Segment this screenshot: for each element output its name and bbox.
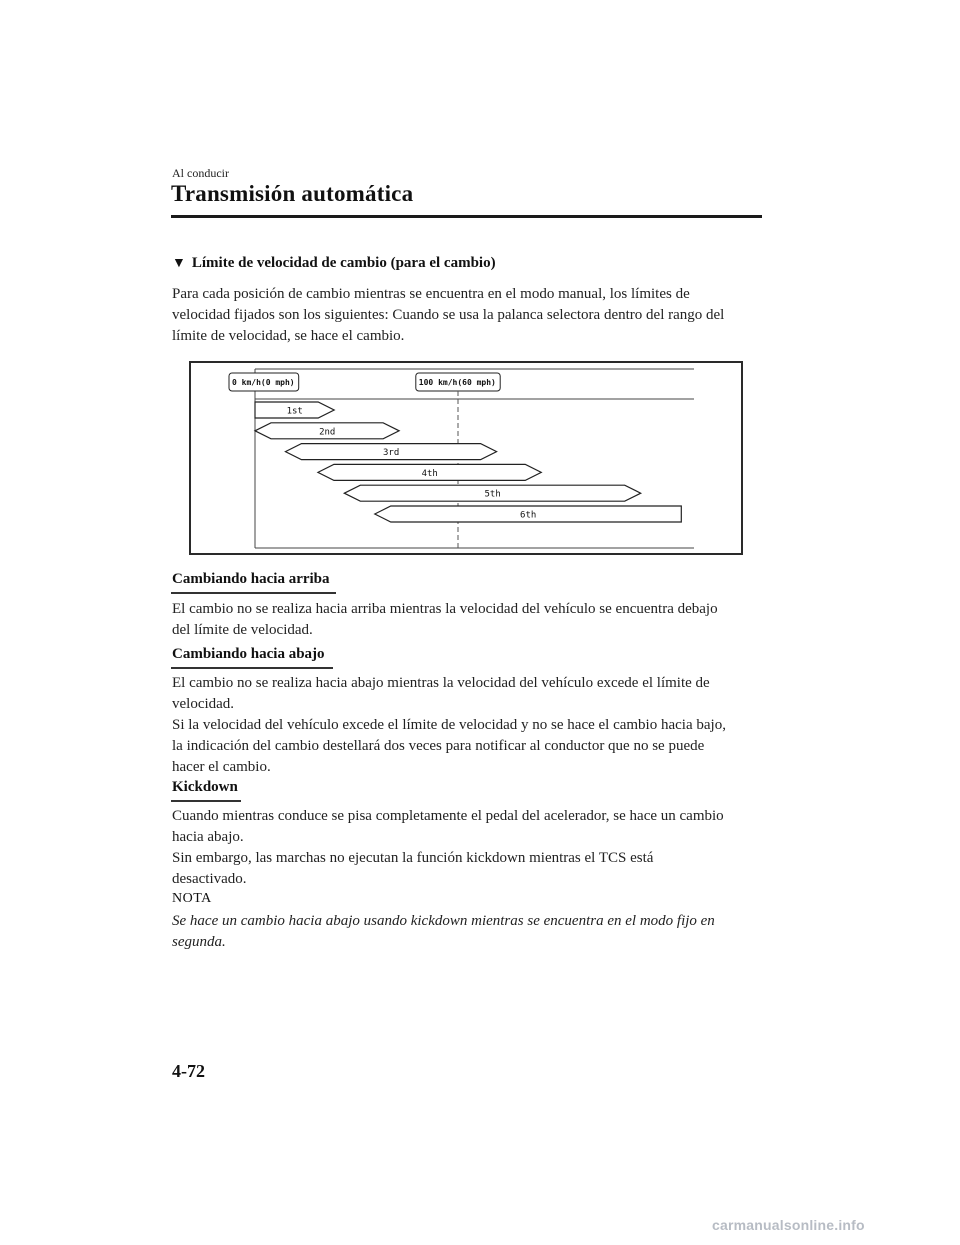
text-line: hacia abajo.: [172, 829, 244, 845]
axis-tick-label: 100 km/h(60 mph): [418, 378, 496, 387]
gear-label-6th: 6th: [520, 510, 537, 521]
text-line: desactivado.: [172, 871, 247, 887]
heading-kickdown-text: Kickdown: [172, 779, 238, 795]
down-triangle-icon: ▼: [172, 256, 186, 271]
text-line: velocidad.: [172, 696, 235, 712]
axis-tick-label: 0 km/h(0 mph): [232, 378, 295, 387]
text-line: Sin embargo, las marchas no ejecutan la función kickdown mientras el TCS está: [172, 850, 654, 866]
paragraph-downshift: [172, 673, 772, 778]
page-title: Transmisión automática: [171, 181, 414, 206]
footer-watermark: carmanualsonline.info: [712, 1217, 865, 1233]
intro-line: velocidad fijados son los siguientes: Cuando se usa la palanca selectora dentro del rango del: [172, 307, 725, 323]
shift-speed-diagram: [189, 361, 743, 555]
heading-downshift-text: Cambiando hacia abajo: [172, 646, 325, 662]
heading-underline: [171, 800, 241, 802]
text-line: la indicación del cambio destellará dos veces para notificar al conductor que no se puede: [172, 738, 705, 754]
intro-line: límite de velocidad, se hace el cambio.: [172, 328, 405, 344]
heading-underline: [171, 667, 333, 669]
gear-label-2nd: 2nd: [319, 427, 336, 438]
text-line: Cuando mientras conduce se pisa completamente el pedal del acelerador, se hace un cambio: [172, 808, 724, 824]
heading-underline: [171, 592, 336, 594]
gear-label-3rd: 3rd: [383, 448, 400, 459]
note-label: NOTA: [172, 891, 212, 906]
section-label: Al conducir: [172, 166, 229, 180]
intro-paragraph: [172, 284, 772, 347]
title-rule: [171, 215, 762, 218]
paragraph-kickdown: [172, 806, 772, 890]
text-line: segunda.: [172, 934, 226, 950]
heading-kickdown: [172, 779, 238, 796]
text-line: El cambio no se realiza hacia arriba mientras la velocidad del vehículo se encuentra debajo: [172, 601, 718, 617]
gear-label-4th: 4th: [421, 468, 438, 479]
text-line: El cambio no se realiza hacia abajo mientras la velocidad del vehículo excede el límite de: [172, 675, 710, 691]
text-line: Si la velocidad del vehículo excede el límite de velocidad y no se hace el cambio hacia bajo,: [172, 717, 726, 733]
note-text: [172, 911, 772, 953]
shift-speed-chart: [191, 363, 741, 553]
text-line: Se hace un cambio hacia abajo usando kickdown mientras se encuentra en el modo fijo en: [172, 913, 715, 929]
text-line: hacer el cambio.: [172, 759, 271, 775]
heading-downshift: [172, 646, 325, 663]
subsection-title: Límite de velocidad de cambio (para el cambio): [191, 255, 496, 271]
text-line: del límite de velocidad.: [172, 622, 313, 638]
heading-upshift-text: Cambiando hacia arriba: [172, 571, 330, 587]
page-number: 4-72: [172, 1061, 205, 1081]
gear-label-1st: 1st: [286, 406, 303, 417]
paragraph-upshift: [172, 599, 772, 641]
intro-line: Para cada posición de cambio mientras se encuentra en el modo manual, los límites de: [172, 286, 690, 302]
gear-label-5th: 5th: [484, 489, 501, 500]
subsection-heading: [172, 255, 496, 272]
heading-upshift: [172, 571, 330, 588]
